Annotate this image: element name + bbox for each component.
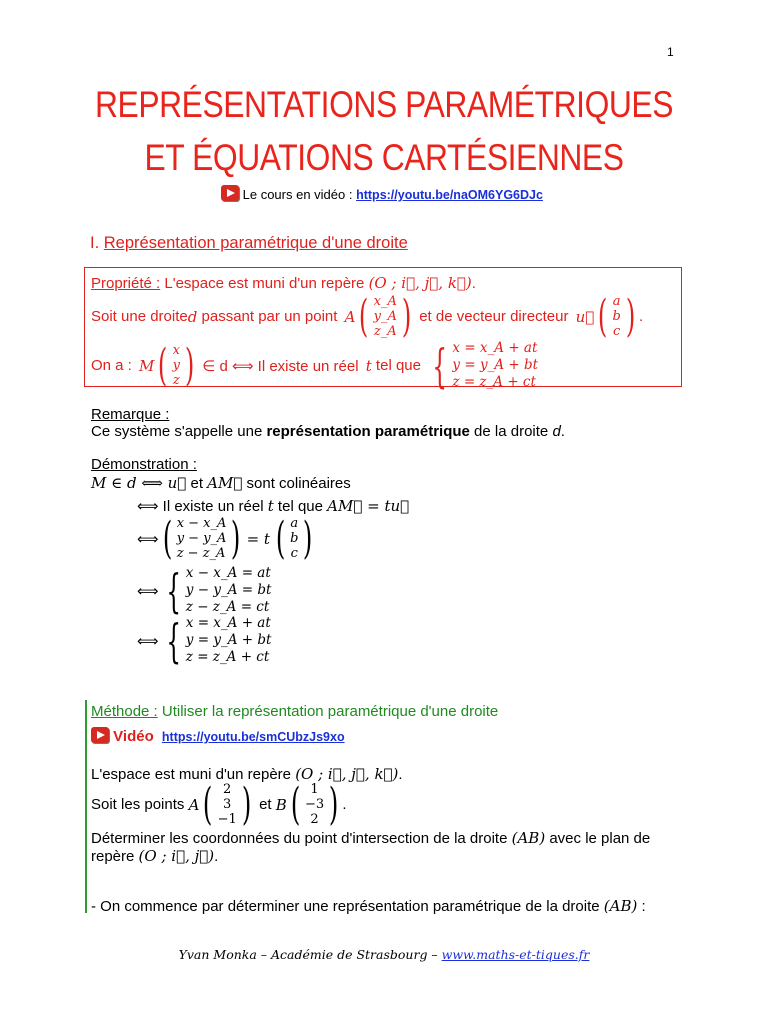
play-icon[interactable] [91,727,109,743]
propriete-line2-b: passant par un point [197,308,342,325]
demonstration-label: Démonstration : [91,456,197,473]
methode-line4: repère (O ; i⃗, j⃗). [91,847,219,865]
demo-line4 [137,565,271,616]
demo-vec-left-2: y − y_A [176,531,227,546]
u-coord-a: a [612,294,621,309]
demo-line2-t: t [267,497,274,515]
video-course-line [221,185,543,202]
methode-A-z: −1 [217,812,237,827]
methode-repere: (O ; i⃗, j⃗, k⃗) [295,765,399,783]
play-icon[interactable] [221,185,239,201]
demo-system1: { x − x_A = at y − y_A = bt z − z_A = ct [165,563,272,618]
propriete-line3-c: tel que [371,357,426,374]
demo-equiv-3: ⟺ [137,632,159,650]
demo-line1-am: AM⃗ [207,474,243,492]
methode-et: et [254,796,276,813]
methode-line3 [91,829,650,847]
demo-vec-right-2: b [290,531,299,546]
methode-line1: L'espace est muni d'un repère (O ; i⃗, j⃗, k⃗). [91,765,403,783]
demo-vector-right: ( a b c ) [275,512,313,564]
remarque-text-a: Ce système s'appelle une [91,423,267,440]
propriete-line2-c: et de vecteur directeur [415,308,573,325]
page-number: 1 [667,45,674,59]
methode-line2-a: Soit les points [91,796,189,813]
remarque-text-b: de la droite [469,423,553,440]
demo-equiv-2: ⟺ [137,582,159,600]
M-coord-z: z [172,373,180,388]
footer-text: Yvan Monka – Académie de Strasbourg – [178,947,442,962]
remarque-bold: représentation paramétrique [266,423,470,440]
propriete-M-vector: ( x y z ) [158,339,195,391]
demo-eq-t: = t [246,529,270,548]
demo-system1-row3: z − z_A = ct [185,599,270,615]
methode-B-x: 1 [310,782,319,797]
demo-line2-a: ⟺ Il existe un réel [137,498,268,515]
demo-line1 [91,474,351,492]
demo-line2 [137,497,409,515]
methode-title: Utiliser la représentation paramétrique d'une droite [157,703,499,720]
u-coord-c: c [612,324,621,339]
demo-system1-row2: y − y_A = bt [185,582,272,598]
methode-A-vector: ( 2 3 −1 ) [203,778,252,830]
propriete-line3-a: On a : [91,357,137,374]
demo-line2-eq: AM⃗ = tu⃗ [327,497,410,515]
video-course-label: Le cours en vidéo : [242,187,357,202]
propriete-line2: Soit une droite d passant par un point A ( x_A y_A z_A ) et de vecteur directeur u⃗ ( a b c ) . [91,290,644,342]
M-coord-y: y [172,358,180,373]
methode-AB: (AB) [511,829,546,847]
demo-vec-left-1: x − x_A [176,516,227,531]
A-coord-z: z_A [373,324,397,339]
section1-title: Représentation paramétrique d'une droite [103,234,408,252]
demo-system1-row1: x − x_A = at [185,565,271,581]
section1-heading [90,234,408,253]
section1-number: I. [90,234,104,252]
footer-link[interactable]: www.maths-et-tiques.fr [441,947,590,962]
u-coord-b: b [612,309,621,324]
methode-B-y: −3 [304,797,325,812]
methode-A-x: 2 [223,782,232,797]
propriete-point-A: A [344,307,356,326]
A-coord-x: x_A [373,294,397,309]
methode-video-link[interactable]: https://youtu.be/smCUbzJs9xo [161,730,345,744]
video-course-link[interactable]: https://youtu.be/naOM6YG6DJc [356,188,543,202]
methode-line2: Soit les points A ( 2 3 −1 ) et B ( 1 −3 2 ) . [91,778,347,830]
methode-line5 [91,897,646,915]
methode-label: Méthode : [91,703,158,720]
demo-vec-right-1: a [290,516,299,531]
demo-line5 [137,615,271,666]
methode-line5-b: : [637,898,646,915]
propriete-system-row3: z = z_A + ct [452,374,536,390]
propriete-line1-text: L'espace est muni d'un repère [160,275,369,292]
methode-video-line [91,727,345,745]
propriete-vec-u: u⃗ [575,307,595,326]
remarque-text-c: . [560,423,565,440]
methode-bar [85,700,87,913]
page-title-line1: REPRÉSENTATIONS PARAMÉTRIQUES [94,84,674,125]
demo-line1-text: sont colinéaires [242,475,351,492]
methode-line3-a: Déterminer les coordonnées du point d'intersection de la droite [91,830,512,847]
methode-AB-2: (AB) [603,897,638,915]
footer [0,947,768,962]
methode-point-A: A [188,795,200,814]
propriete-line1: Propriété : L'espace est muni d'un repère (O ; i⃗, j⃗, k⃗). [91,274,476,292]
methode-B-z: 2 [310,812,319,827]
demo-vector-left: ( x − x_A y − y_A z − z_A ) [162,512,241,564]
propriete-u-vector: ( a b c ) [598,290,636,342]
propriete-t: t [365,356,372,375]
A-coord-y: y_A [373,309,397,324]
methode-line1-text: L'espace est muni d'un repère [91,766,296,783]
demo-vec-left-3: z − z_A [176,546,226,561]
demo-line3 [137,512,317,564]
methode-repere2: (O ; i⃗, j⃗) [138,847,215,865]
propriete-A-vector: ( x_A y_A z_A ) [359,290,412,342]
methode-line3-b: avec le plan de [545,830,651,847]
remarque-label: Remarque : [91,406,170,423]
propriete-point-M: M [139,356,155,375]
remarque-d: d [552,423,561,440]
propriete-system-row1: x = x_A + at [452,340,538,356]
methode-line5-a: - On commence par déterminer une représentation paramétrique de la droite [91,898,604,915]
demo-line1-math: M ∈ d ⟺ u⃗ [91,474,187,492]
methode-line4-a: repère [91,848,139,865]
page-title-line2: ET ÉQUATIONS CARTÉSIENNES [144,137,624,178]
propriete-line2-a: Soit une droite [91,308,188,325]
demo-system2-row1: x = x_A + at [185,615,271,631]
demo-vec-right-3: c [290,546,298,561]
demo-line2-b: tel que [273,498,328,515]
demo-line1-et: et [186,475,208,492]
methode-heading [91,703,498,720]
M-coord-x: x [172,343,180,358]
demo-system2-row3: z = z_A + ct [185,649,270,665]
propriete-line3 [91,340,538,391]
demo-system2: { x = x_A + at y = y_A + bt z = z_A + ct [165,613,272,668]
propriete-system: { x = x_A + at y = y_A + bt z = z_A + ct [432,338,539,393]
demo-equiv-1: ⟺ [137,530,159,548]
methode-A-y: 3 [223,797,232,812]
demo-system2-row2: y = y_A + bt [185,632,272,648]
propriete-system-row2: y = y_A + bt [452,357,539,373]
remarque-text [91,423,565,440]
propriete-line3-b: ∈ d ⟺ Il existe un réel [198,357,363,375]
propriete-label: Propriété : [91,275,161,292]
propriete-d: d [187,307,198,326]
methode-video-label: Vidéo [113,728,154,745]
methode-B-vector: ( 1 −3 2 ) [290,778,339,830]
propriete-repere: (O ; i⃗, j⃗, k⃗) [368,274,472,292]
methode-point-B: B [275,795,287,814]
